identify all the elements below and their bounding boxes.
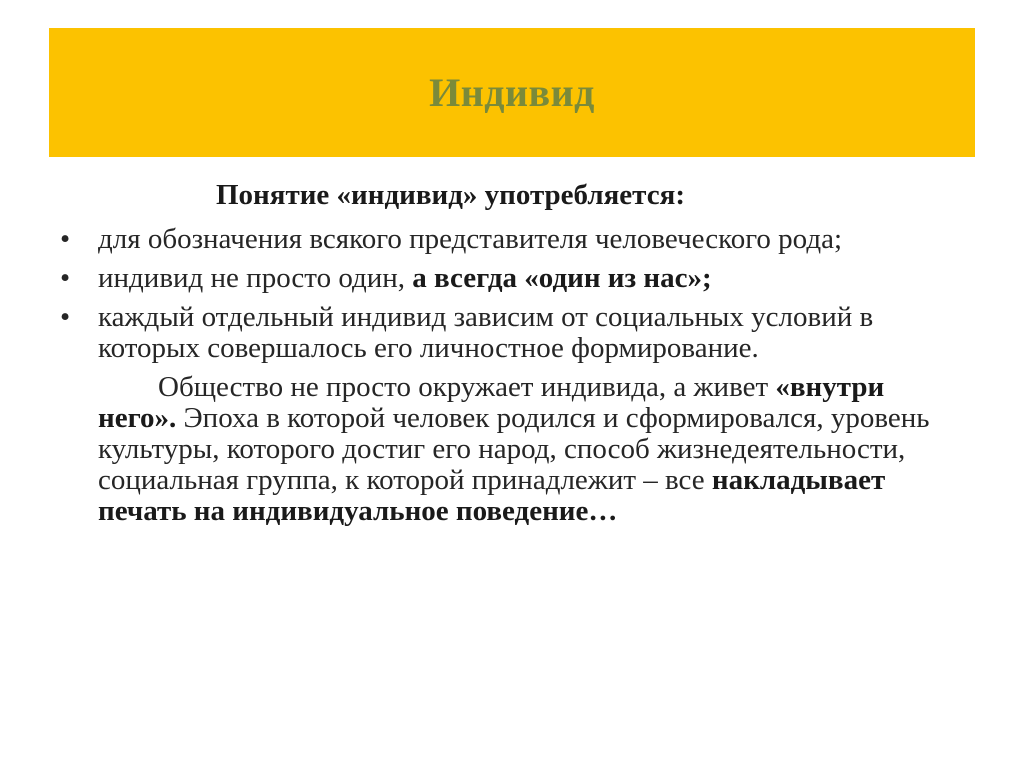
- bullet-text: индивид не просто один,: [98, 262, 413, 294]
- bullet-item: [60, 224, 960, 255]
- title-band: [49, 28, 975, 157]
- paragraph-bold-text: «внутри него».: [98, 371, 885, 434]
- bullet-text: каждый отдельный индивид зависим от социальных условий в которых совершалось его личностное формирование.: [98, 301, 874, 364]
- bullet-bold-text: а всегда «один из нас»;: [412, 262, 712, 294]
- paragraph-text: Общество не просто окружает индивида, а живет: [158, 371, 776, 403]
- paragraph-bold-text: накладывает печать на индивидуальное поведение…: [98, 464, 886, 527]
- slide-content: [60, 180, 960, 527]
- bullet-icon: •: [60, 301, 71, 333]
- bullet-item: [60, 263, 960, 294]
- body-paragraph: [60, 372, 960, 527]
- bullet-text: для обозначения всякого представителя человеческого рода;: [98, 223, 843, 255]
- paragraph-text: Эпоха в которой человек родился и сформировался, уровень культуры, которого достиг его народ, способ жизнедеятельности, социальная группа, к которой принадлежит – все: [98, 402, 930, 496]
- bullet-item: [60, 302, 960, 364]
- slide-title: Индивид: [429, 70, 595, 115]
- bullet-icon: •: [60, 223, 71, 255]
- bullet-icon: •: [60, 262, 71, 294]
- slide-subtitle: Понятие «индивид» употребляется:: [216, 179, 685, 211]
- bullet-list: [60, 224, 960, 364]
